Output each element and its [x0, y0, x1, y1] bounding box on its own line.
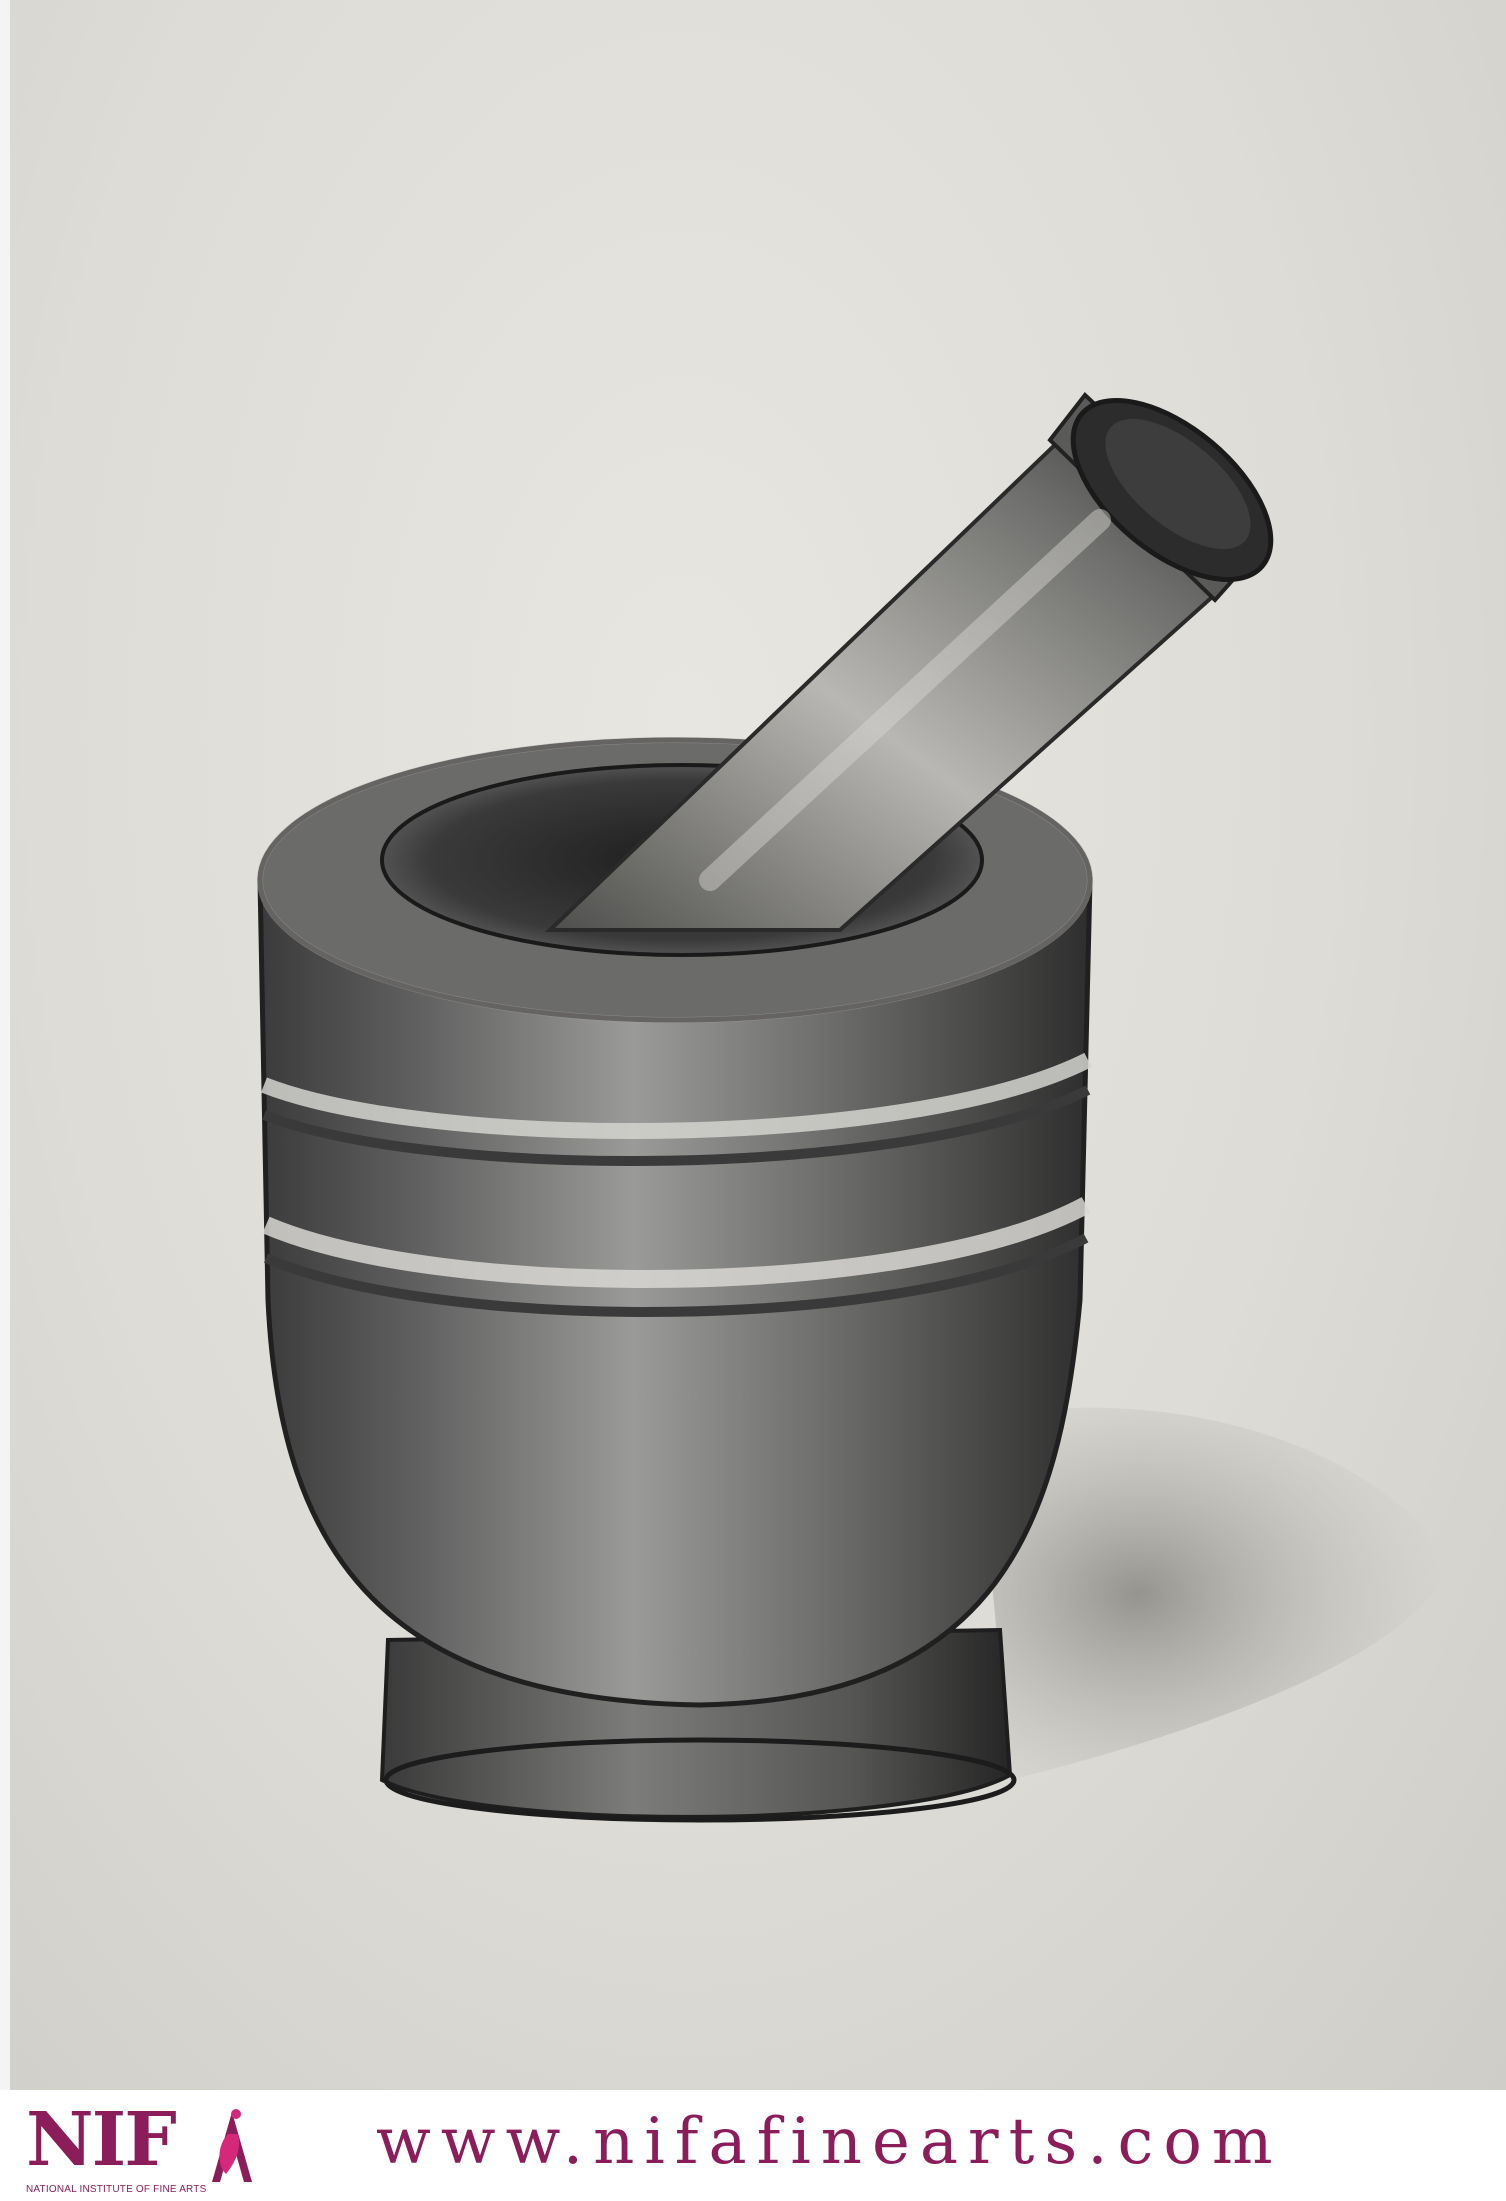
logo-subtitle: NATIONAL INSTITUTE OF FINE ARTS — [26, 2184, 207, 2195]
dancer-figure-icon — [208, 2104, 258, 2184]
nifa-logo[interactable] — [26, 2098, 256, 2198]
footer-bar — [0, 2090, 1506, 2201]
website-link[interactable]: www.nifafinearts.com — [376, 2105, 1283, 2179]
logo-mark: NIF — [26, 2097, 175, 2183]
mortar-pestle-drawing — [10, 0, 1506, 2090]
